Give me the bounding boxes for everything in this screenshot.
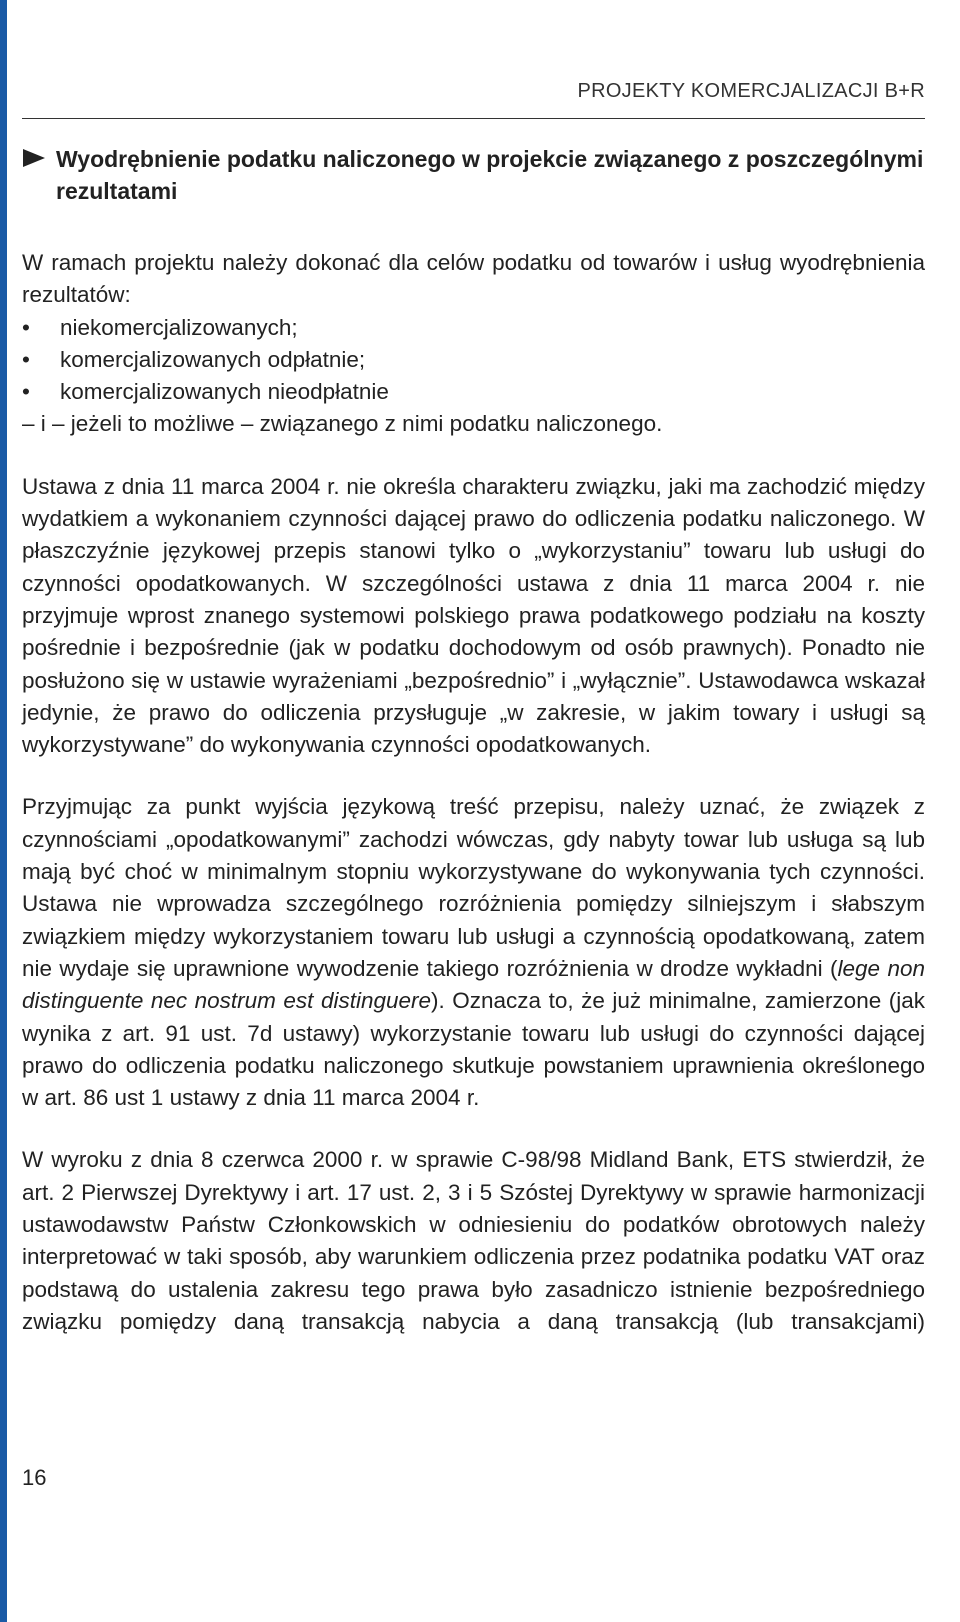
section-heading (22, 143, 925, 207)
page-content (22, 143, 925, 1338)
paragraph-2: Ustawa z dnia 11 marca 2004 r. nie określa charakteru związku, jaki ma zachodzić między wydatkiem a wykonaniem czynności dającej prawo do odliczenia podatku naliczonego. W płaszczyźnie językowej przepis stanowi tylko o „wykorzystaniu” towaru lub usługi do czynności opodatkowanych. W szczególności ustawa z dnia 11 marca 2004 r. nie przyjmuje wprost znanego systemowi polskiego prawa podatkowego podziału na koszty pośrednie i bezpośrednie (jak w podatku dochodowym od osób prawnych). Ponadto nie posłużono się w ustawie wyrażeniami „bezpośrednio” i „wyłącznie”. Ustawodawca wskazał jedynie, że prawo do odliczenia przysługuje „w zakresie, w jakim towary i usługi są wykorzystywane” do wykonywania czynności opodatkowanych. (22, 473, 925, 758)
paragraph-3-part-1: Przyjmując za punkt wyjścia językową treść przepisu, należy uznać, że związek z czynnościami „opodatkowanymi” zachodzi wówczas, gdy nabyty towar lub usługa są lub mają być choć w minimalnym stopniu wykorzystywane do wykonywania tych czynności. Ustawa nie wprowadza szczególnego rozróżnienia pomiędzy silniejszym i słabszym związkiem między wykorzystaniem towaru lub usługi a czynnością opodatkowaną, zatem nie wydaje się uprawnione wywodzenie takiego rozróżnienia w drodze wykładni ( (22, 794, 925, 981)
header-rule (22, 118, 925, 119)
latin-maxim: lege non distinguente nec nostrum est distinguere (22, 955, 925, 1014)
list-item: • komercjalizowanych odpłatnie; (22, 344, 925, 376)
section-intro: W ramach projektu należy dokonać dla celów podatku od towarów i usług wyodrębnienia rezultatów: (22, 250, 925, 308)
section-outro: – i – jeżeli to możliwe – związanego z nimi podatku naliczonego. (22, 411, 663, 437)
paragraph-4: W wyroku z dnia 8 czerwca 2000 r. w sprawie C-98/98 Midland Bank, ETS stwierdził, że art. 2 Pierwszej Dyrektywy i art. 17 ust. 2, 3 i 5 Szóstej Dyrektywy w sprawie harmonizacji ustawodawstw Państw Członkowskich w odniesieniu do podatków obrotowych należy interpretować w taki sposób, aby warunkiem odliczenia przez podatnika podatku VAT oraz podstawą do ustalenia zakresu tego prawa było zasadniczo istnienie bezpośredniego związku pomiędzy daną transakcją nabycia a daną transakcją (lub transakcjami) (22, 1147, 925, 1334)
paragraph-3-part-2: ). Oznacza to, że już minimalne, zamierzone (jak wynika z art. 91 ust. 7d ustawy) wykorzystanie towaru lub usługi do czynności dającej prawo do odliczenia podatku naliczonego skutkuje powstaniem uprawnienia określonego w art. 86 ust 1 ustawy z dnia 11 marca 2004 r. (22, 988, 925, 1111)
left-accent-bar (0, 0, 7, 1622)
list-item: • komercjalizowanych nieodpłatnie (22, 376, 925, 408)
list-item: • niekomercjalizowanych; (22, 312, 925, 344)
page-number: 16 (22, 1465, 47, 1490)
paragraph-3 (22, 791, 925, 1114)
triangle-bullet-icon (23, 149, 45, 167)
running-header: PROJEKTY KOMERCJALIZACJI B+R (577, 80, 925, 102)
section-heading-text: Wyodrębnienie podatku naliczonego w projekcie związanego z poszczególnymi rezultatami (56, 146, 924, 204)
results-list (22, 312, 925, 409)
